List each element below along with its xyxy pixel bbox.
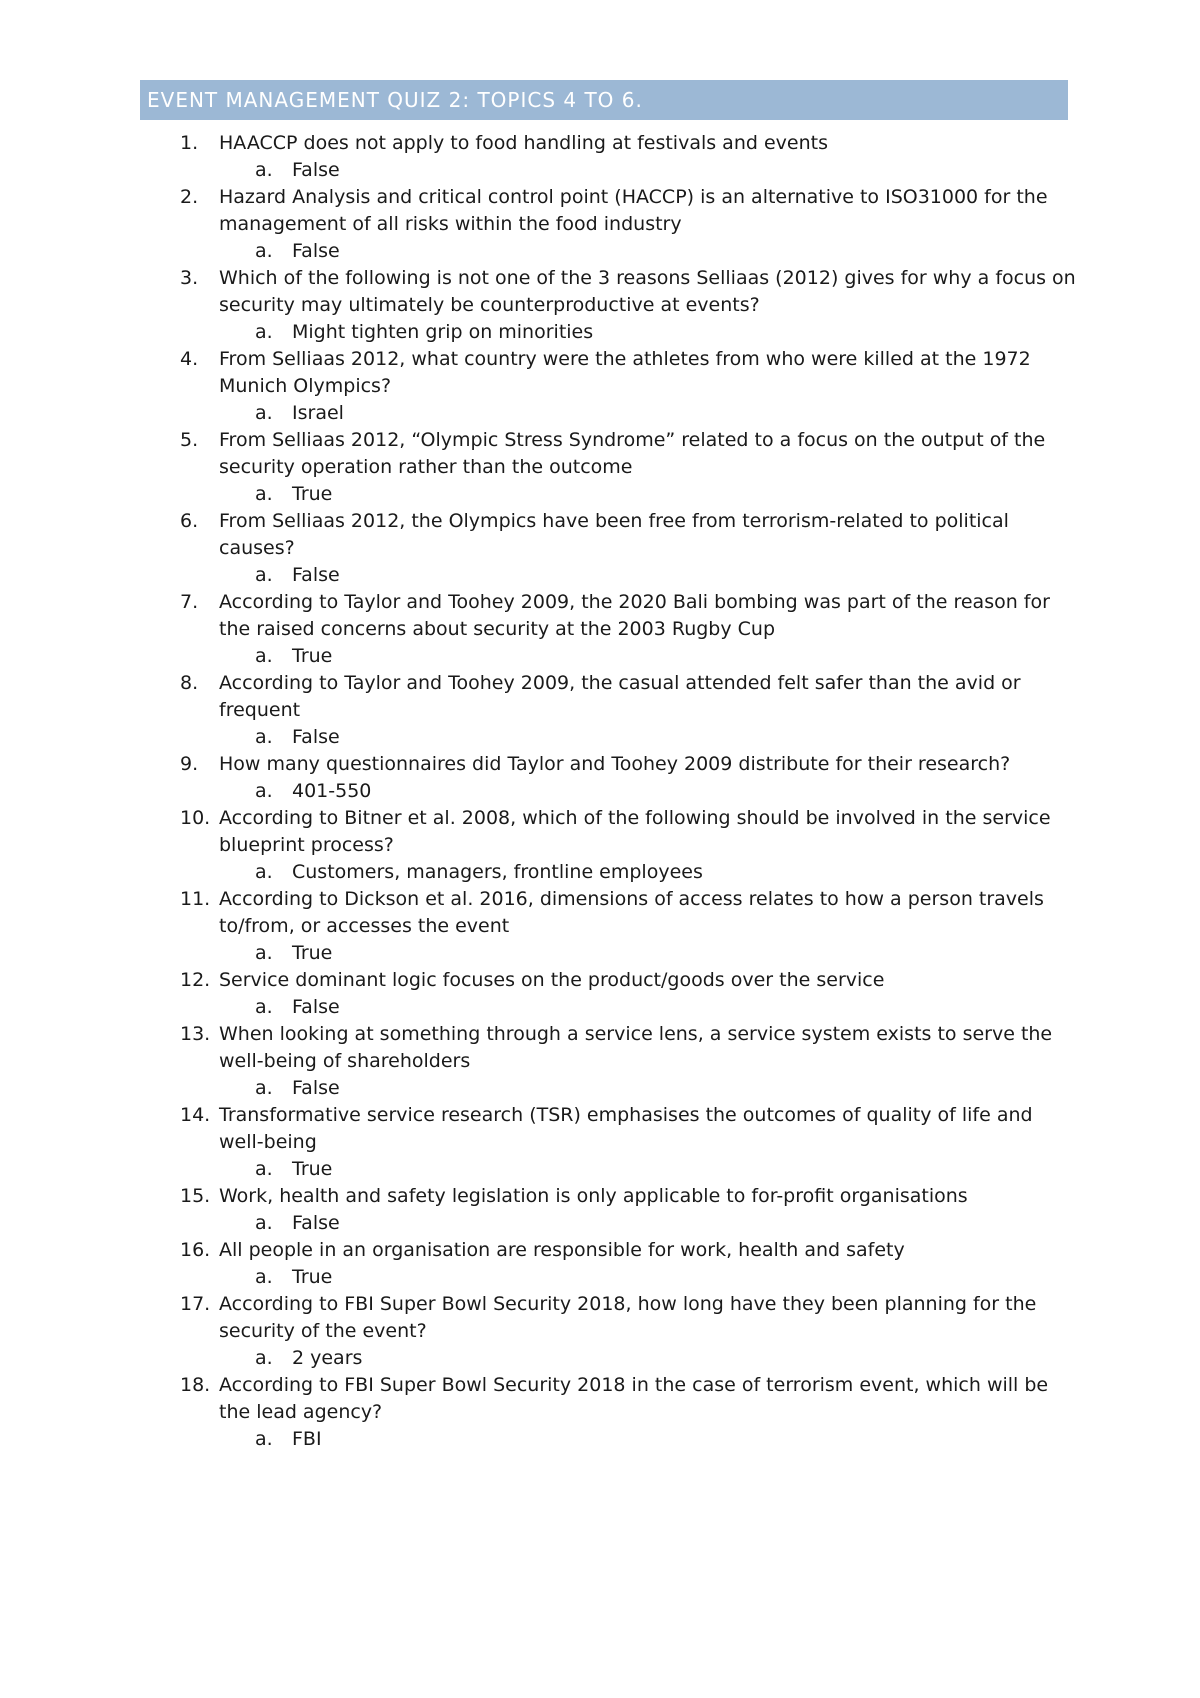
question-text: According to Taylor and Toohey 2009, the 2020 Bali bombing was part of the reason for the raised concerns about security at the 2003 Rugby Cup <box>219 591 1050 640</box>
answer-letter: a. <box>255 1212 273 1234</box>
answer-text: Customers, managers, frontline employees <box>292 861 703 883</box>
question-item <box>140 886 1080 967</box>
answer-item <box>140 400 1080 427</box>
question-text: Which of the following is not one of the 3 reasons Selliaas (2012) gives for why a focus on security may ultimately be counterproductive at events? <box>219 267 1076 316</box>
title-bar <box>140 80 1068 120</box>
answer-item <box>140 1264 1080 1291</box>
answer-text: Might tighten grip on minorities <box>292 321 594 343</box>
question-text: According to FBI Super Bowl Security 2018, how long have they been planning for the security of the event? <box>219 1293 1037 1342</box>
question-item <box>140 1372 1080 1453</box>
question-text: According to Bitner et al. 2008, which of the following should be involved in the service blueprint process? <box>219 807 1051 856</box>
question-text: When looking at something through a service lens, a service system exists to serve the well-being of shareholders <box>219 1023 1053 1072</box>
question-number: 11. <box>180 888 211 910</box>
answer-text: 401-550 <box>292 780 372 802</box>
answer-item <box>140 724 1080 751</box>
answer-item <box>140 319 1080 346</box>
answer-text: True <box>292 645 333 667</box>
answer-item <box>140 994 1080 1021</box>
question-item <box>140 1102 1080 1183</box>
question-text: According to Taylor and Toohey 2009, the casual attended felt safer than the avid or frequent <box>219 672 1021 721</box>
page-title: EVENT MANAGEMENT QUIZ 2: TOPICS 4 TO 6. <box>147 88 643 112</box>
question-item <box>140 265 1080 346</box>
answer-letter: a. <box>255 996 273 1018</box>
answer-letter: a. <box>255 1266 273 1288</box>
question-text: Work, health and safety legislation is only applicable to for-profit organisations <box>219 1185 968 1207</box>
answer-item <box>140 778 1080 805</box>
question-item <box>140 1237 1080 1291</box>
answer-letter: a. <box>255 159 273 181</box>
answer-letter: a. <box>255 942 273 964</box>
answer-item <box>140 1426 1080 1453</box>
question-number: 18. <box>180 1374 211 1396</box>
question-number: 9. <box>180 753 199 775</box>
answer-text: True <box>292 1158 333 1180</box>
answer-text: FBI <box>292 1428 322 1450</box>
answer-letter: a. <box>255 861 273 883</box>
answer-text: 2 years <box>292 1347 363 1369</box>
answer-text: Israel <box>292 402 344 424</box>
answer-item <box>140 481 1080 508</box>
question-number: 3. <box>180 267 199 289</box>
question-item <box>140 346 1080 427</box>
question-text: From Selliaas 2012, “Olympic Stress Syndrome” related to a focus on the output of the security operation rather than the outcome <box>219 429 1046 478</box>
answer-item <box>140 643 1080 670</box>
question-text: Hazard Analysis and critical control point (HACCP) is an alternative to ISO31000 for the management of all risks within the food industry <box>219 186 1048 235</box>
answer-letter: a. <box>255 1077 273 1099</box>
question-text: According to FBI Super Bowl Security 2018 in the case of terrorism event, which will be the lead agency? <box>219 1374 1049 1423</box>
answer-item <box>140 238 1080 265</box>
answer-text: True <box>292 1266 333 1288</box>
answer-item <box>140 1345 1080 1372</box>
answer-letter: a. <box>255 780 273 802</box>
answer-text: False <box>292 726 340 748</box>
question-item <box>140 427 1080 508</box>
answer-letter: a. <box>255 1347 273 1369</box>
question-item <box>140 184 1080 265</box>
answer-text: False <box>292 996 340 1018</box>
answer-text: True <box>292 483 333 505</box>
question-number: 15. <box>180 1185 211 1207</box>
answer-text: False <box>292 1077 340 1099</box>
question-item <box>140 751 1080 805</box>
question-number: 5. <box>180 429 199 451</box>
answer-item <box>140 859 1080 886</box>
answer-text: False <box>292 1212 340 1234</box>
question-text: All people in an organisation are responsible for work, health and safety <box>219 1239 905 1261</box>
question-number: 16. <box>180 1239 211 1261</box>
answer-item <box>140 562 1080 589</box>
question-number: 6. <box>180 510 199 532</box>
question-number: 10. <box>180 807 211 829</box>
answer-text: False <box>292 240 340 262</box>
question-item <box>140 508 1080 589</box>
question-text: According to Dickson et al. 2016, dimensions of access relates to how a person travels to/from, or accesses the event <box>219 888 1044 937</box>
question-number: 13. <box>180 1023 211 1045</box>
question-item <box>140 130 1080 184</box>
question-item <box>140 670 1080 751</box>
question-text: HAACCP does not apply to food handling at festivals and events <box>219 132 828 154</box>
question-item <box>140 805 1080 886</box>
question-item <box>140 1183 1080 1237</box>
answer-item <box>140 1156 1080 1183</box>
answer-letter: a. <box>255 483 273 505</box>
answer-letter: a. <box>255 726 273 748</box>
answer-text: False <box>292 564 340 586</box>
question-text: Transformative service research (TSR) emphasises the outcomes of quality of life and well-being <box>219 1104 1033 1153</box>
question-item <box>140 1291 1080 1372</box>
answer-item <box>140 940 1080 967</box>
answer-letter: a. <box>255 645 273 667</box>
question-number: 14. <box>180 1104 211 1126</box>
question-number: 4. <box>180 348 199 370</box>
answer-letter: a. <box>255 240 273 262</box>
question-number: 2. <box>180 186 199 208</box>
answer-letter: a. <box>255 402 273 424</box>
question-item <box>140 1021 1080 1102</box>
question-text: Service dominant logic focuses on the product/goods over the service <box>219 969 885 991</box>
answer-letter: a. <box>255 1158 273 1180</box>
answer-text: False <box>292 159 340 181</box>
question-number: 8. <box>180 672 199 694</box>
answer-text: True <box>292 942 333 964</box>
question-number: 7. <box>180 591 199 613</box>
answer-letter: a. <box>255 321 273 343</box>
question-text: How many questionnaires did Taylor and Toohey 2009 distribute for their research? <box>219 753 1011 775</box>
answer-item <box>140 1075 1080 1102</box>
question-item <box>140 589 1080 670</box>
question-text: From Selliaas 2012, the Olympics have been free from terrorism-related to political causes? <box>219 510 1009 559</box>
answer-letter: a. <box>255 564 273 586</box>
answer-item <box>140 1210 1080 1237</box>
question-list <box>140 130 1080 1453</box>
question-text: From Selliaas 2012, what country were the athletes from who were killed at the 1972 Munich Olympics? <box>219 348 1031 397</box>
question-number: 17. <box>180 1293 211 1315</box>
question-number: 12. <box>180 969 211 991</box>
answer-item <box>140 157 1080 184</box>
question-number: 1. <box>180 132 199 154</box>
question-item <box>140 967 1080 1021</box>
answer-letter: a. <box>255 1428 273 1450</box>
